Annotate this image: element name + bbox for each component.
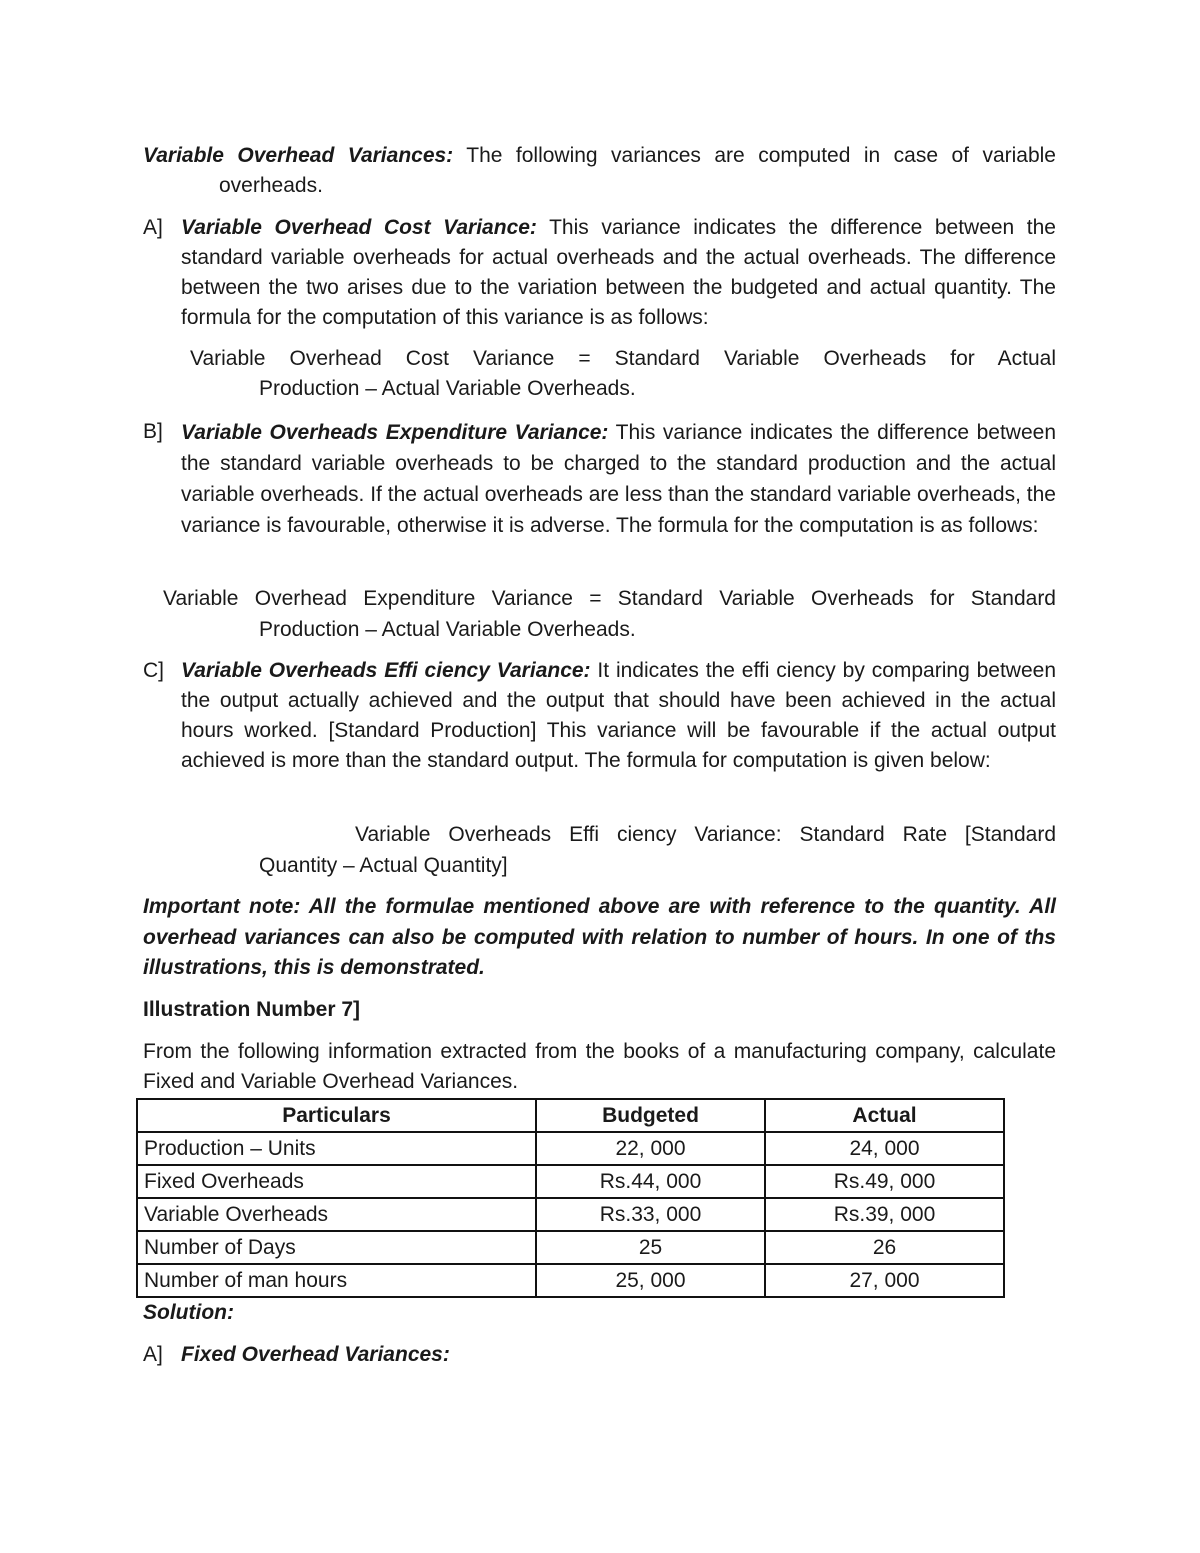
section-c-heading: Variable Overheads Effi ciency Variance: [181,659,591,682]
table-cell: 25 [536,1231,765,1264]
section-b-formula: Variable Overhead Expenditure Variance = Standard Variable Overheads for Standard [163,587,1056,610]
section-c-text: It indicates the effi ciency by comparing between the output actually achieved and the output that should have been achieved in the actual hours worked. [Standard Production] This variance will be favourable if the actual output achieved is more than the standard output. The formula for computation is given below: [181,659,1057,772]
table-cell: 25, 000 [536,1264,765,1297]
data-table [136,1098,1005,1298]
table-cell: Production – Units [137,1132,536,1165]
section-a-formula-cont: Production – Actual Variable Overheads. [259,377,636,400]
table-cell: 22, 000 [536,1132,765,1165]
intro-text: The following variances are computed in case of variable overheads. [219,144,1056,197]
intro-paragraph [143,141,1056,201]
solution-heading: Solution: [143,1301,234,1324]
table-row [137,1132,1004,1165]
table-row [137,1264,1004,1297]
table-cell: 24, 000 [765,1132,1004,1165]
section-c-paragraph [181,656,1056,776]
solution-a-label: A] [143,1343,163,1366]
solution-a-heading: Fixed Overhead Variances: [181,1343,450,1366]
table-row [137,1198,1004,1231]
section-a-label: A] [143,216,163,239]
table-header: Actual [765,1099,1004,1132]
section-c-formula-cont: Quantity – Actual Quantity] [259,854,508,877]
table-cell: Number of Days [137,1231,536,1264]
section-b-paragraph [181,417,1056,541]
section-b-formula-cont: Production – Actual Variable Overheads. [259,618,636,641]
table-cell: Variable Overheads [137,1198,536,1231]
section-a-paragraph [181,213,1056,333]
section-c-formula: Variable Overheads Effi ciency Variance: Standard Rate [Standard [355,823,1056,846]
illustration-title: Illustration Number 7] [143,998,361,1021]
section-a-formula: Variable Overhead Cost Variance = Standard Variable Overheads for Actual [190,347,1056,370]
section-b-text: This variance indicates the difference between the standard variable overheads to be charged to the standard production and the actual variable overheads. If the actual overheads are less than the standard variable overheads, the variance is favourable, otherwise it is adverse. The formula for the computation is as follows: [181,421,1056,537]
table-row [137,1231,1004,1264]
table-cell: Rs.33, 000 [536,1198,765,1231]
section-b-heading: Variable Overheads Expenditure Variance: [181,421,609,444]
section-c-label: C] [143,659,164,682]
table-cell: Number of man hours [137,1264,536,1297]
important-note: Important note: All the formulae mentioned above are with reference to the quantity. All overhead variances can also be computed with relation to number of hours. In one of ths illustrations, this is demonstrated. [143,895,1056,979]
table-header-row [137,1099,1004,1132]
table-cell: Fixed Overheads [137,1165,536,1198]
illustration-text: From the following information extracted from the books of a manufacturing company, calculate Fixed and Variable Overhead Variances. [143,1040,1056,1093]
table-cell: 26 [765,1231,1004,1264]
table-cell: Rs.44, 000 [536,1165,765,1198]
section-a-heading: Variable Overhead Cost Variance: [181,216,537,239]
section-b-label: B] [143,420,163,443]
intro-heading: Variable Overhead Variances: [143,144,454,167]
table-header: Budgeted [536,1099,765,1132]
table-row [137,1165,1004,1198]
table-cell: Rs.39, 000 [765,1198,1004,1231]
section-a-text: This variance indicates the difference between the standard variable overheads for actual overheads and the actual overheads. The difference between the two arises due to the variation between the budgeted and actual quantity. The formula for the computation of this variance is as follows: [181,216,1056,329]
table-cell: 27, 000 [765,1264,1004,1297]
table-header: Particulars [137,1099,536,1132]
table-cell: Rs.49, 000 [765,1165,1004,1198]
